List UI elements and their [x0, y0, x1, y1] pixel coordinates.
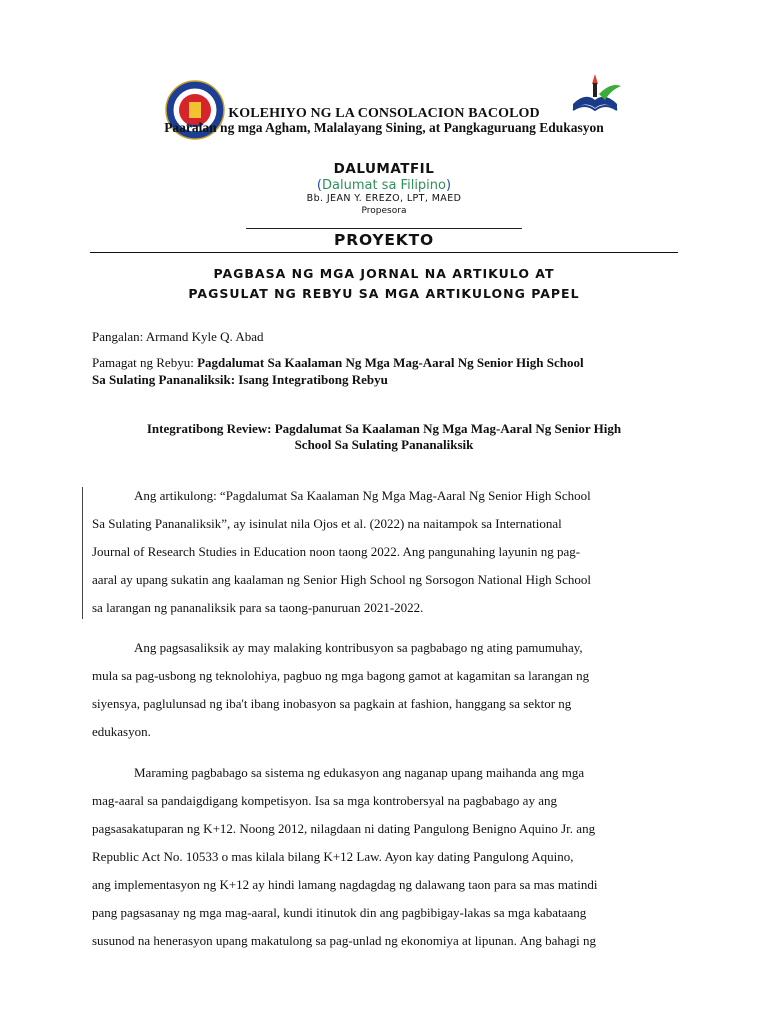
- paragraph-3-line-3: pagsasakatuparan ng K+12. Noong 2012, nilagdaan ni dating Pangulong Benigno Aquino Jr. ang: [92, 821, 596, 836]
- student-name-value: Armand Kyle Q. Abad: [145, 329, 264, 344]
- paragraph-3-line-4: Republic Act No. 10533 o mas kilala bilang K+12 Law. Ayon kay dating Pangulong Aquino,: [92, 849, 574, 864]
- paragraph-1-line-4: aaral ay upang sukatin ang kaalaman ng Senior High School ng Sorsogon National High School: [92, 572, 591, 587]
- review-title-label: Pamagat ng Rebyu:: [92, 355, 198, 370]
- paragraph-3-line-1: Maraming pagbabago sa sistema ng edukasyon ang naganap upang maihanda ang mga: [134, 765, 585, 780]
- paragraph-1-line-1: Ang artikulong: “Pagdalumat Sa Kaalaman Ng Mga Mag-Aaral Ng Senior High School: [134, 488, 591, 503]
- course-code: DALUMATFIL: [333, 161, 435, 177]
- paragraph-2-line-4: edukasyon.: [92, 724, 151, 739]
- review-title-line-1: [92, 354, 682, 371]
- college-name: KOLEHIYO NG LA CONSOLACION BACOLOD: [228, 106, 540, 121]
- student-name-label: Pangalan:: [92, 329, 146, 344]
- paragraph-1-line-3: Journal of Research Studies in Education noon taong 2022. Ang pangunahing layunin ng pag-: [92, 544, 581, 559]
- header-divider: [90, 252, 678, 253]
- project-label: PROYEKTO: [334, 231, 434, 249]
- student-name-line: [92, 328, 264, 345]
- course-title: [0, 178, 768, 193]
- course-title-text: Dalumat sa Filipino: [322, 178, 446, 193]
- review-title-block: [92, 354, 682, 388]
- paragraph-2-line-1: Ang pagsasaliksik ay may malaking kontribusyon sa pagbabago ng ating pamumuhay,: [134, 640, 583, 655]
- course-title-open-paren: (: [316, 178, 322, 193]
- project-topic-line-2: PAGSULAT NG REBYU SA MGA ARTIKULONG PAPEL: [188, 286, 580, 301]
- project-topic-line-1: PAGBASA NG MGA JORNAL NA ARTIKULO AT: [213, 266, 555, 281]
- paragraph-2-line-2: mula sa pag-usbong ng teknolohiya, pagbuo ng mga bagong gamot at kagamitan sa larangan ng: [92, 668, 590, 683]
- professor-role: Propesora: [361, 206, 407, 216]
- paragraph-1-line-5: sa larangan ng pananaliksik para sa taong-panuruan 2021-2022.: [92, 600, 424, 615]
- margin-change-bar: [82, 487, 83, 619]
- college-tagline: Paaralan ng mga Agham, Malalayang Sining, at Pangkaguruang Edukasyon: [164, 120, 604, 135]
- paragraph-3-line-5: ang implementasyon ng K+12 ay hindi lamang nagdagdag ng dalawang taon para sa mas matindi: [92, 877, 598, 892]
- section-heading: [92, 421, 676, 453]
- course-title-close-paren: ): [445, 178, 452, 193]
- section-heading-line-2: School Sa Sulating Pananaliksik: [294, 437, 474, 452]
- review-title-text-2: Sa Sulating Pananaliksik: Isang Integratibong Rebyu: [92, 372, 388, 387]
- paragraph-3-line-2: mag-aaral sa pandaigdigang kompetisyon. Isa sa mga kontrobersyal na pagbabago ay ang: [92, 793, 557, 808]
- paragraph-1-line-2: Sa Sulating Pananaliksik”, ay isinulat nila Ojos et al. (2022) na naitampok sa International: [92, 516, 562, 531]
- paragraph-2-line-3: siyensya, paglulunsad ng iba't ibang inobasyon sa pagkain at fashion, hanggang sa sektor ng: [92, 696, 572, 711]
- paragraph-3-line-7: susunod na henerasyon upang makatulong sa pag-unlad ng ekonomiya at lipunan. Ang bahagi ng: [92, 933, 597, 948]
- section-heading-line-1: Integratibong Review: Pagdalumat Sa Kaalaman Ng Mga Mag-Aaral Ng Senior High: [146, 421, 622, 436]
- professor-name: Bb. JEAN Y. EREZO, LPT, MAED: [306, 193, 462, 204]
- paragraph-3-line-6: pang pagsasanay ng mga mag-aaral, kundi itinutok din ang pagbibigay-lakas sa mga kabataang: [92, 905, 587, 920]
- signature-line: [246, 228, 522, 229]
- review-title-text-1: Pagdalumat Sa Kaalaman Ng Mga Mag-Aaral Ng Senior High School: [197, 355, 584, 370]
- review-title-line-2: [92, 371, 682, 388]
